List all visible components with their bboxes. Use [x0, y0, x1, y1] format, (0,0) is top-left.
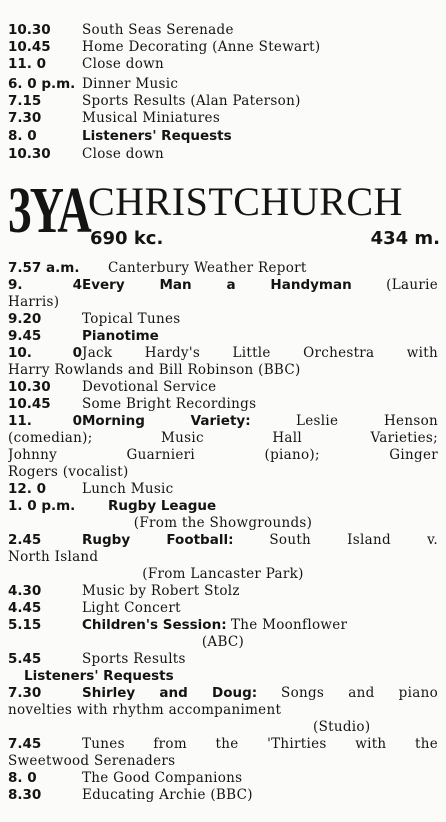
- time: 10.30: [8, 22, 51, 38]
- listing-line: [8, 277, 438, 294]
- time: 10.30: [8, 379, 51, 395]
- listing-line: [8, 617, 438, 634]
- programme: Canterbury Weather Report: [108, 260, 307, 276]
- listing-line: [8, 651, 438, 668]
- listing-line: [8, 311, 438, 328]
- programme-title: Children's Session:: [82, 617, 227, 633]
- programme: The Good Companions: [82, 770, 243, 786]
- time: 5.15: [8, 617, 42, 633]
- call-sign: 3YA: [8, 174, 90, 247]
- programme: Leslie Henson: [295, 413, 438, 429]
- listing-line: [8, 481, 438, 498]
- programme: Sports Results (Alan Paterson): [82, 93, 301, 109]
- listing-line: [8, 668, 438, 685]
- programme: Musical Miniatures: [82, 110, 221, 126]
- listing-line: [8, 430, 438, 447]
- programme: Lunch Music: [82, 481, 174, 497]
- time: 8.30: [8, 787, 42, 803]
- time: 10.45: [8, 39, 51, 55]
- programme: Rogers (vocalist): [8, 464, 129, 480]
- time: 4.30: [8, 583, 42, 599]
- time: 7.30: [8, 110, 42, 126]
- programme: (comedian); Music Hall Varieties;: [8, 430, 438, 446]
- listing-line: [8, 702, 438, 719]
- programme: Close down: [82, 56, 165, 72]
- listing-line: [8, 56, 438, 73]
- listing-line: [8, 787, 438, 804]
- listing-line: [8, 753, 438, 770]
- time: 12. 0: [8, 481, 47, 497]
- listing-line: [8, 736, 438, 753]
- listing-line: [8, 447, 438, 464]
- listing-line: [8, 583, 438, 600]
- station-wavelength: 434 m.: [370, 228, 440, 249]
- programme: (From the Showgrounds): [133, 515, 313, 531]
- programme: Harry Rowlands and Bill Robinson (BBC): [8, 362, 301, 378]
- listing-line: [8, 146, 438, 163]
- programme-title: Morning Variety:: [82, 413, 251, 429]
- programme: (ABC): [201, 634, 245, 650]
- listing-line: [8, 260, 438, 277]
- listing-line: [8, 76, 438, 93]
- listing-line: [8, 600, 438, 617]
- programme-title: Listeners' Requests: [24, 668, 174, 684]
- time: 7.15: [8, 93, 42, 109]
- listing-line: [8, 110, 438, 127]
- listing-line: [8, 128, 438, 145]
- programme: Tunes from the 'Thirties with the: [82, 736, 438, 752]
- listing-line: [8, 396, 438, 413]
- programme: Johnny Guarnieri (piano); Ginger: [8, 447, 438, 463]
- programme-title: Shirley and Doug:: [82, 685, 258, 701]
- time: 1. 0 p.m.: [8, 498, 76, 514]
- programme: South Island v.: [269, 532, 438, 548]
- programme: Sweetwood Serenaders: [8, 753, 176, 769]
- time: 7.45: [8, 736, 42, 752]
- programme: South Seas Serenade: [82, 22, 234, 38]
- programme: Songs and piano: [281, 685, 438, 701]
- listing-line: [8, 345, 438, 362]
- listing-line: [8, 379, 438, 396]
- listing-line: [8, 685, 438, 702]
- programme: Topical Tunes: [82, 311, 181, 327]
- listing-line: [8, 93, 438, 110]
- programme: Sports Results: [82, 651, 186, 667]
- programme: (From Lancaster Park): [142, 566, 304, 582]
- time: 8. 0: [8, 128, 37, 144]
- programme: Dinner Music: [82, 76, 179, 92]
- listing-line: [8, 498, 438, 515]
- programme-title: Rugby Football:: [82, 532, 234, 548]
- listing-line: [8, 719, 438, 736]
- programme-title: Rugby League: [108, 498, 217, 514]
- time: 11. 0: [8, 413, 82, 429]
- programme-title: Pianotime: [82, 328, 159, 344]
- programme: Home Decorating (Anne Stewart): [82, 39, 321, 55]
- time: 11. 0: [8, 56, 47, 72]
- programme: Light Concert: [82, 600, 181, 616]
- time: 9.45: [8, 328, 42, 344]
- station-frequency: 690 kc.: [90, 228, 164, 249]
- programme-title: Listeners' Requests: [82, 128, 232, 144]
- station-header: [8, 174, 440, 258]
- programme: (Studio): [313, 719, 371, 735]
- programme: novelties with rhythm accompaniment: [8, 702, 282, 718]
- listing-line: [8, 532, 438, 549]
- time: 10.30: [8, 146, 51, 162]
- listing-line: [8, 549, 438, 566]
- programme: Devotional Service: [82, 379, 217, 395]
- programme: Harris): [8, 294, 60, 310]
- programme: Jack Hardy's Little Orchestra with: [82, 345, 438, 361]
- listing-line: [8, 39, 438, 56]
- time: 10. 0: [8, 345, 82, 361]
- programme: Some Bright Recordings: [82, 396, 257, 412]
- time: 10.45: [8, 396, 51, 412]
- listing-line: [8, 328, 438, 345]
- listing-line: [8, 22, 438, 39]
- programme-title: Every Man a Handyman: [82, 277, 352, 293]
- listing-line: [8, 464, 438, 481]
- programme: (Laurie: [386, 277, 438, 293]
- programme: North Island: [8, 549, 99, 565]
- programme: The Moonflower: [230, 617, 348, 633]
- time: 9. 4: [8, 277, 82, 293]
- time: 7.30: [8, 685, 42, 701]
- programme: Close down: [82, 146, 165, 162]
- listing-line: [8, 413, 438, 430]
- time: 9.20: [8, 311, 42, 327]
- time: 7.57 a.m.: [8, 260, 80, 276]
- listing-line: [8, 634, 438, 651]
- listing-line: [8, 770, 438, 787]
- listing-line: [8, 515, 438, 532]
- listing-line: [8, 362, 438, 379]
- programme: Educating Archie (BBC): [82, 787, 253, 803]
- listing-line: [8, 566, 438, 583]
- time: 6. 0 p.m.: [8, 76, 76, 92]
- listing-line: [8, 294, 438, 311]
- time: 4.45: [8, 600, 42, 616]
- time: 8. 0: [8, 770, 37, 786]
- time: 2.45: [8, 532, 42, 548]
- station-city: CHRISTCHURCH: [88, 179, 403, 224]
- time: 5.45: [8, 651, 42, 667]
- programme: Music by Robert Stolz: [82, 583, 240, 599]
